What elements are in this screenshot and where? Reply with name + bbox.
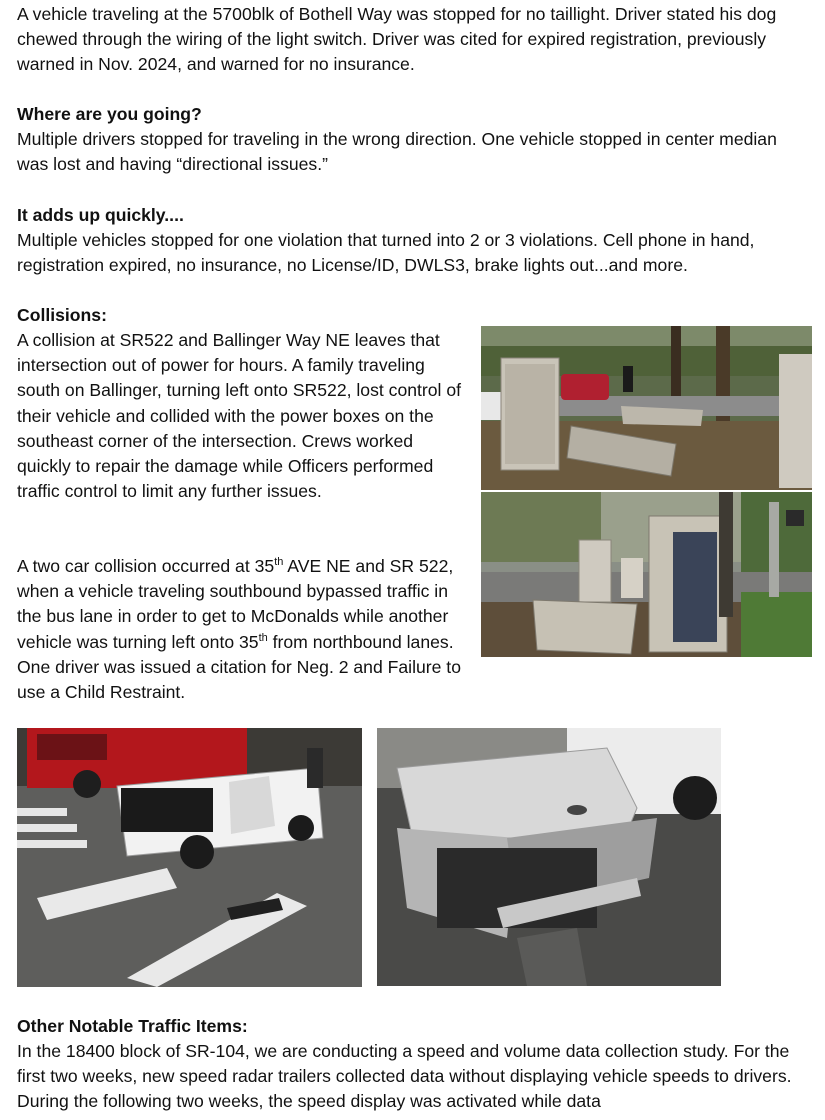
collision-paragraph-2-part-b: AVE NE and SR 522, when a vehicle traveling southbound bypassed traffic in the bus lane in order to get to McDonalds while another vehicle was turning left onto 35 [17,556,454,652]
other-items-heading: Other Notable Traffic Items: [17,1016,248,1036]
where-going-heading: Where are you going? [17,104,202,124]
collision-paragraph-2 [17,554,469,705]
collisions-heading: Collisions: [17,305,107,325]
collision-paragraph-2-part-c: from northbound lanes. One driver was issued a citation for Neg. 2 and Failure to use a Child Restraint. [17,631,461,703]
power-box-collision-photo-1 [481,326,812,490]
power-box-collision-photo-2 [481,492,812,657]
other-items-paragraph: In the 18400 block of SR-104, we are conducting a speed and volume data collection study. For the first two weeks, new speed radar trailers collected data without displaying vehicle speeds to drivers. During the following two weeks, the speed display was activated while data [17,1041,792,1112]
where-going-paragraph: Multiple drivers stopped for traveling in the wrong direction. One vehicle stopped in center median was lost and having “directional issues.” [17,129,777,175]
adds-up-heading: It adds up quickly.... [17,205,184,225]
adds-up-paragraph: Multiple vehicles stopped for one violation that turned into 2 or 3 violations. Cell phone in hand, registration expired, no insurance, no License/ID, DWLS3, brake lights out...and more. [17,230,755,276]
collision-paragraph-1: A collision at SR522 and Ballinger Way NE leaves that intersection out of power for hours. A family traveling south on Ballinger, turning left onto SR522, lost control of their vehicle and collided with the power boxes on the southeast corner of the intersection. Crews worked quickly to repair the damage while Officers performed traffic control to limit any further issues. [17,330,462,502]
collision-paragraph-2-part-a: A two car collision occurred at 35 [17,556,275,576]
crushed-front-end-photo [377,728,721,986]
intro-paragraph: A vehicle traveling at the 5700blk of Bothell Way was stopped for no taillight. Driver stated his dog chewed through the wiring of the light switch. Driver was cited for expired registration, previously warned in Nov. 2024, and warned for no insurance. [17,4,777,75]
ordinal-superscript: th [274,556,284,569]
ordinal-superscript: th [258,631,268,644]
suv-collision-photo [17,728,362,987]
